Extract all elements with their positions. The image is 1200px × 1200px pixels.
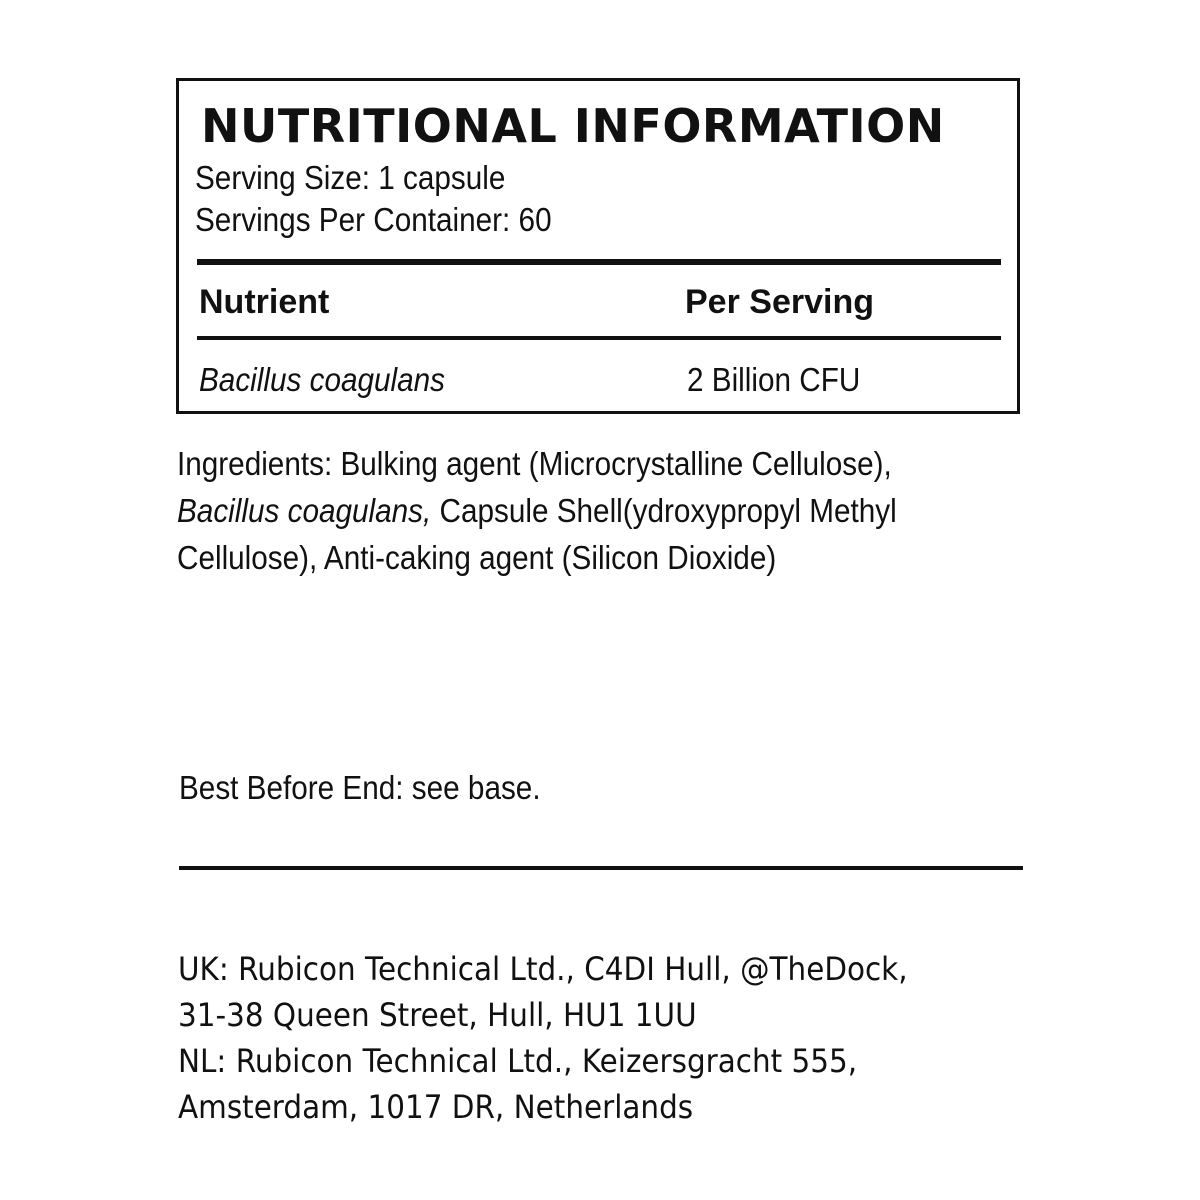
ingredients-italic-species: Bacillus coagulans, <box>177 492 432 529</box>
nutrient-name: Bacillus coagulans <box>199 361 446 398</box>
section-divider <box>179 866 1023 870</box>
ingredients-line-1: Ingredients: Bulking agent (Microcrystalline Cellulose), <box>177 445 892 482</box>
nutrient-amount: 2 Billion CFU <box>687 361 861 398</box>
serving-size: Serving Size: 1 capsule <box>195 159 506 196</box>
address-line: UK: Rubicon Technical Ltd., C4DI Hull, @TheDock, <box>178 950 908 988</box>
best-before-text: Best Before End: see base. <box>179 769 541 806</box>
address-line: Amsterdam, 1017 DR, Netherlands <box>178 1088 694 1126</box>
ingredients-line-2 <box>177 487 1005 534</box>
nutrition-panel <box>176 78 1020 414</box>
manufacturer-address <box>178 946 908 1130</box>
table-top-rule <box>197 259 1001 265</box>
servings-per-container: Servings Per Container: 60 <box>195 201 552 238</box>
ingredients-line-3: Cellulose), Anti-caking agent (Silicon Dioxide) <box>177 539 777 576</box>
ingredients-text <box>177 440 1005 581</box>
ingredients-line-2-rest: Capsule Shell(ydroxypropyl Methyl <box>431 492 897 529</box>
column-header-nutrient: Nutrient <box>199 283 330 321</box>
column-header-per-serving: Per Serving <box>685 283 874 321</box>
address-line: 31-38 Queen Street, Hull, HU1 1UU <box>178 996 697 1034</box>
table-header-rule <box>197 336 1001 340</box>
address-line: NL: Rubicon Technical Ltd., Keizersgracht 555, <box>178 1042 858 1080</box>
nutrition-title: NUTRITIONAL INFORMATION <box>201 99 945 153</box>
